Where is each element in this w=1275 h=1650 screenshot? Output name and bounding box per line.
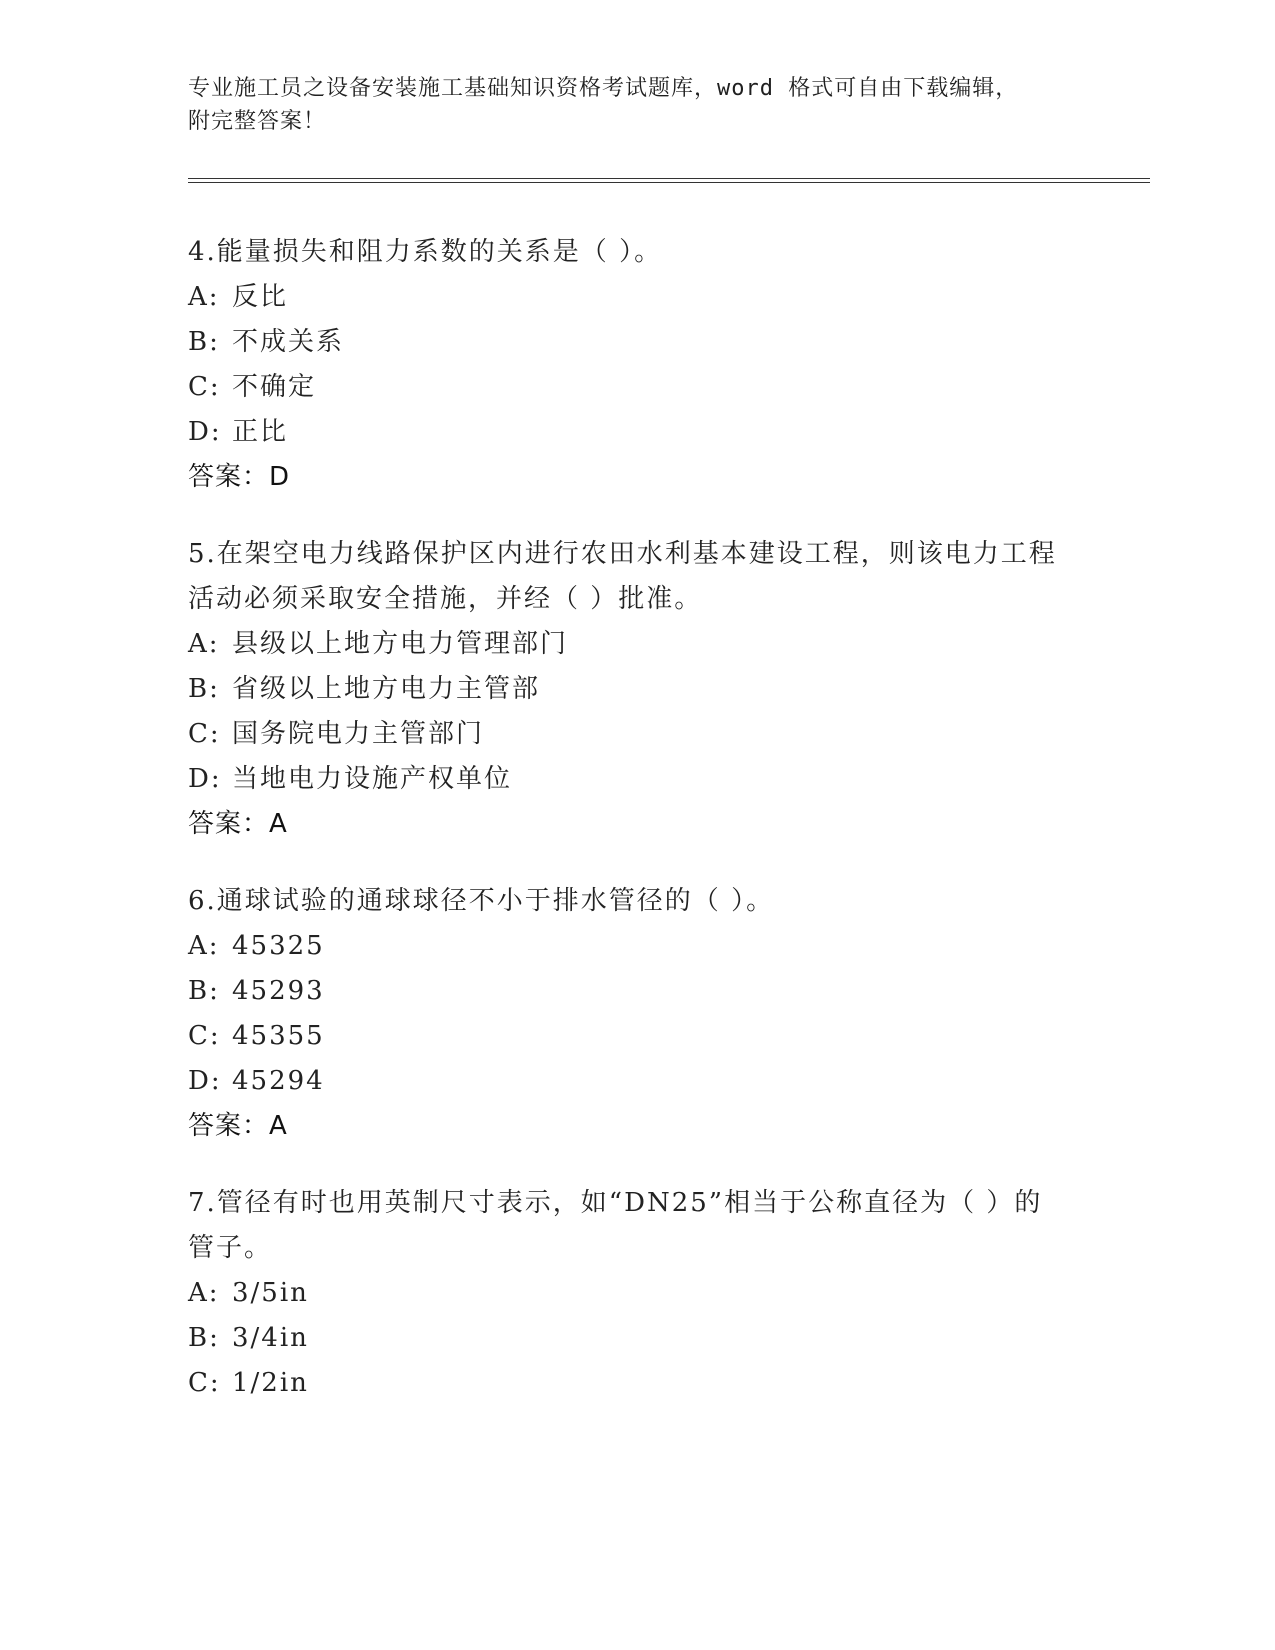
option-label: B:: [188, 1323, 220, 1353]
answer: 答案：D: [188, 462, 291, 492]
question-6: [188, 879, 1150, 1149]
option-text: 省级以上地方电力主管部: [232, 674, 541, 704]
option-label: A:: [188, 282, 220, 312]
question-list: [188, 230, 1150, 1438]
header-line-1: 专业施工员之设备安装施工基础知识资格考试题库，word 格式可自由下载编辑，: [188, 76, 1019, 101]
option-text: 45325: [232, 931, 325, 961]
question-stem: 5.在架空电力线路保护区内进行农田水利基本建设工程，则该电力工程活动必须采取安全措施，并经（ ）批准。: [188, 539, 1057, 614]
option-text: 国务院电力主管部门: [232, 719, 485, 749]
document-header: [188, 72, 1088, 138]
option-b: [188, 1316, 1150, 1361]
option-d: [188, 410, 1150, 455]
option-a: [188, 924, 1150, 969]
option-b: [188, 667, 1150, 712]
option-label: C:: [188, 719, 221, 749]
option-text: 反比: [232, 282, 289, 312]
option-label: B:: [188, 674, 220, 704]
question-5: [188, 532, 1150, 847]
option-a: [188, 1271, 1150, 1316]
option-label: A:: [188, 931, 220, 961]
option-label: C:: [188, 1368, 221, 1398]
option-text: 正比: [232, 417, 289, 447]
option-d: [188, 1059, 1150, 1104]
option-text: 45355: [232, 1021, 325, 1051]
option-d: [188, 757, 1150, 802]
option-a: [188, 622, 1150, 667]
option-text: 不成关系: [232, 327, 345, 357]
option-text: 3/5in: [232, 1278, 309, 1308]
option-label: D:: [188, 764, 222, 794]
question-stem: 4.能量损失和阻力系数的关系是（ ）。: [188, 237, 663, 267]
option-label: D:: [188, 417, 222, 447]
option-text: 3/4in: [232, 1323, 309, 1353]
option-c: [188, 1361, 1150, 1406]
option-c: [188, 712, 1150, 757]
option-b: [188, 969, 1150, 1014]
option-label: D:: [188, 1066, 222, 1096]
option-text: 45293: [232, 976, 325, 1006]
question-stem: 6.通球试验的通球球径不小于排水管径的（ ）。: [188, 886, 775, 916]
question-stem: 7.管径有时也用英制尺寸表示，如“DN25”相当于公称直径为（ ）的管子。: [188, 1188, 1043, 1263]
option-label: C:: [188, 372, 221, 402]
option-text: 县级以上地方电力管理部门: [232, 629, 569, 659]
option-label: B:: [188, 976, 220, 1006]
option-label: A:: [188, 629, 220, 659]
option-label: C:: [188, 1021, 221, 1051]
question-4: [188, 230, 1150, 500]
option-c: [188, 1014, 1150, 1059]
option-label: B:: [188, 327, 220, 357]
document-page: [188, 0, 1150, 1650]
option-c: [188, 365, 1150, 410]
option-text: 不确定: [232, 372, 317, 402]
option-b: [188, 320, 1150, 365]
option-a: [188, 275, 1150, 320]
answer: 答案：A: [188, 1111, 288, 1141]
option-text: 45294: [232, 1066, 325, 1096]
option-label: A:: [188, 1278, 220, 1308]
option-text: 当地电力设施产权单位: [232, 764, 513, 794]
header-line-2: 附完整答案！: [188, 109, 327, 134]
answer: 答案：A: [188, 809, 288, 839]
question-7: [188, 1181, 1150, 1406]
header-divider: [188, 178, 1150, 183]
option-text: 1/2in: [232, 1368, 309, 1398]
